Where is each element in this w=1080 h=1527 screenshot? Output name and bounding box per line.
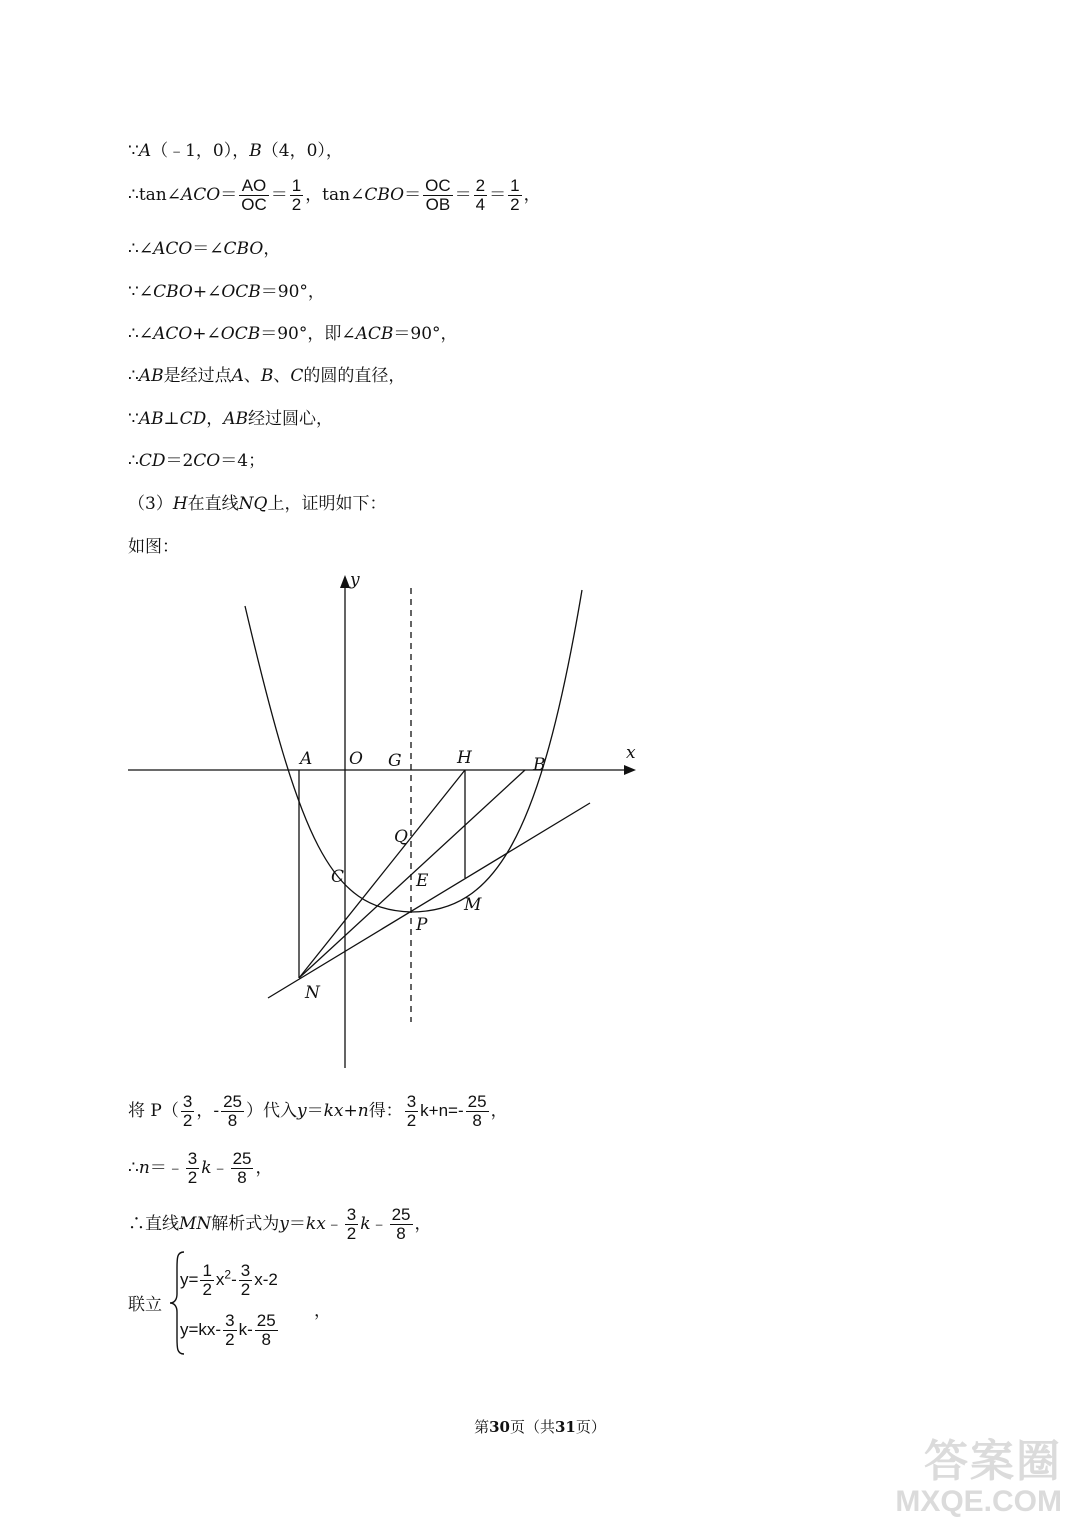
numerator: 25 [256,1311,276,1330]
equals: ＝ [489,185,507,205]
text: 的圆的直径， [303,366,406,386]
segment: AB [223,409,249,429]
op: - [231,1269,237,1289]
angle: OCB [220,324,261,344]
point: H [172,494,188,514]
expr: y=kx- [180,1319,222,1339]
label-x: x [626,743,636,763]
point: B [260,366,274,386]
numerator: 3 [225,1311,235,1330]
value: ＝4； [220,451,266,471]
label-o: O [349,749,363,769]
numerator: 3 [182,1092,193,1111]
part-number: （3） [128,494,173,514]
denominator: OB [425,195,451,214]
denominator: 2 [240,1280,251,1299]
denominator: 2 [406,1111,417,1130]
expr: x-2 [254,1269,278,1289]
text-line-14-label [128,1295,162,1315]
fraction [200,1262,213,1299]
op: ＝2 [165,451,194,471]
because-symbol: ∵ [128,141,139,161]
line-nh [299,770,465,978]
equals: ＝ [404,185,422,205]
op: +∠ [192,324,221,344]
denominator: 2 [291,195,302,214]
fraction [345,1206,358,1243]
comma: ， [414,1214,432,1234]
fraction [405,1093,418,1130]
op: ＝﹣ [149,1158,184,1178]
op: ﹣ [370,1214,388,1234]
exponent: 2 [224,1267,232,1282]
total-pages: 31 [555,1418,576,1436]
text-line-11 [128,1093,508,1130]
point-a: A [138,141,152,161]
fraction [239,1262,252,1299]
system-comma [314,1296,331,1321]
numerator: 3 [187,1149,198,1168]
fraction [423,177,453,214]
value: ＝90°， [260,282,325,302]
denominator: 4 [475,195,486,214]
expr: k- [238,1319,253,1339]
angle-aco: ACO [180,185,221,205]
therefore: ∴∠ [128,324,154,344]
numerator: 3 [346,1205,357,1224]
angle: CBO [153,282,193,302]
denominator: 8 [472,1111,482,1130]
var: n [138,1158,150,1178]
segment: AB [138,366,164,386]
segment: CD [179,409,207,429]
perp: ⊥ [163,409,180,429]
label-c: C [331,867,345,887]
equals: ＝ [454,185,472,205]
text-line-12 [128,1150,272,1187]
equation-row-1 [180,1262,278,1299]
watermark-url: MXQE.COM [895,1485,1062,1518]
fraction [474,177,487,214]
segment: AB [138,409,164,429]
denominator: OC [241,195,267,214]
label-a: A [300,749,313,769]
simultaneous-label: 联立 [128,1295,162,1315]
denominator: 8 [227,1111,238,1130]
watermark-logo [882,1425,1062,1517]
numerator: OC [425,176,451,195]
angle: ACO [153,324,193,344]
text-line-2 [128,177,541,214]
angle: CBO [223,239,264,259]
label-e: E [416,871,429,891]
fraction [508,177,521,214]
comma: ， [206,409,224,429]
parabola [245,590,582,912]
eq: ＝ [288,1214,306,1234]
label-n: N [305,983,320,1003]
numerator: 1 [202,1261,212,1280]
text: 上，证明如下： [267,494,387,514]
segment: NQ [238,494,268,514]
because: ∵ [128,409,139,429]
text-line-8 [128,451,265,471]
text-line-3 [128,239,280,259]
footer-text: 页） [575,1418,606,1436]
op: + [343,1101,358,1121]
fraction [221,1093,244,1130]
text-line-13 [128,1206,432,1243]
numerator: 1 [291,176,302,195]
fraction [186,1150,199,1187]
angle-cbo: CBO [364,185,405,205]
fraction [231,1150,254,1187]
comma: ， [523,185,541,205]
fraction [223,1312,236,1349]
var: kx [305,1214,326,1234]
footer-text: 页（共 [509,1418,555,1436]
op: +∠ [192,282,222,302]
fraction [466,1093,489,1130]
equation-row-2 [180,1312,280,1349]
var: y [296,1101,307,1121]
fraction [390,1206,413,1243]
point-b: B [249,141,262,161]
numerator: 1 [510,176,520,195]
comma: ， [255,1158,273,1178]
footer-text: 第 [474,1418,490,1436]
line-nb [299,770,525,978]
minus: - [213,1101,220,1121]
y-axis-arrow [340,575,350,588]
segment: CD [138,451,166,471]
therefore: ∴ [128,366,139,386]
text-line-1 [128,141,343,161]
text-line-10 [128,537,179,557]
denominator: 8 [261,1330,271,1349]
label-m: M [464,895,482,915]
value: ＝90°，即∠ [260,324,356,344]
angle: ACO [153,239,193,259]
text: 解析式为 [211,1214,280,1234]
label-g: G [388,751,402,771]
fraction [255,1312,278,1349]
value: ＝90°， [393,324,458,344]
text: ）代入 [245,1101,297,1121]
figure-intro: 如图： [128,537,179,557]
numerator: 2 [475,176,486,195]
denominator: 2 [182,1111,193,1130]
text-line-7 [128,409,333,429]
coord-a: （﹣1，0）， [151,141,250,161]
text: 经过圆心， [248,409,334,429]
var: k [201,1158,212,1178]
expr: k+n=- [420,1101,464,1120]
angle: ACB [355,324,394,344]
because: ∵∠ [128,282,154,302]
op: ﹣ [211,1158,229,1178]
var: n [357,1101,369,1121]
point: A [231,366,244,386]
angle: OCB [221,282,261,302]
denominator: 2 [225,1330,235,1349]
label-y: y [350,570,360,590]
numerator: 25 [232,1149,252,1168]
x-axis-arrow [624,765,636,775]
var: y [279,1214,289,1234]
var: x [215,1269,225,1289]
point: C [290,366,304,386]
text-line-5 [128,324,458,344]
denominator: 8 [396,1224,406,1243]
equals: ＝ [220,185,238,205]
op: ＝∠ [192,239,224,259]
denominator: 2 [346,1224,357,1243]
denominator: 2 [202,1280,212,1299]
therefore: ∴∠ [128,239,154,259]
text: 是经过点 [163,366,232,386]
sep: 、 [243,366,261,386]
op: ﹣ [325,1214,343,1234]
label-b: B [533,755,546,775]
fraction [239,177,269,214]
comma: ， [196,1101,214,1121]
numerator: 25 [467,1092,487,1111]
line-mn [268,803,590,998]
numerator: 25 [391,1205,411,1224]
comma: ， [314,1301,331,1320]
text: 得： [368,1101,403,1121]
fraction [181,1093,194,1130]
numerator: AO [239,177,269,196]
watermark-title: 答案圈 [924,1437,1062,1486]
text-line-9 [128,494,386,514]
numerator: 3 [406,1092,417,1111]
comma: ， [263,239,281,259]
denominator: 8 [237,1168,247,1187]
fraction [290,177,303,214]
comma: ， [490,1101,508,1121]
tan-prefix: ∴tan∠ [128,185,181,205]
text-line-4 [128,282,325,302]
sep: 、 [273,366,291,386]
numerator: 25 [223,1092,242,1111]
var: kx [323,1101,344,1121]
segment: MN [179,1214,212,1234]
text: ∴直线 [128,1214,179,1234]
text: 在直线 [187,494,239,514]
denominator: 2 [187,1168,198,1187]
expr: y= [180,1269,199,1289]
therefore: ∴ [128,1158,139,1178]
coord-b: （4，0）， [261,141,343,161]
segment: CO [193,451,221,471]
numerator: 3 [240,1261,251,1280]
var: k [360,1214,371,1234]
eq: ＝ [306,1101,324,1121]
therefore: ∴ [128,451,139,471]
text-line-6 [128,366,405,386]
page-number: 30 [489,1418,510,1436]
label-h: H [457,748,472,768]
label-q: Q [394,827,408,847]
denominator: 2 [510,195,520,214]
equals: ＝ [270,185,288,205]
tan-prefix: ，tan∠ [305,185,365,205]
substitute-prefix: 将 P（ [128,1101,179,1121]
label-p: P [416,915,428,935]
